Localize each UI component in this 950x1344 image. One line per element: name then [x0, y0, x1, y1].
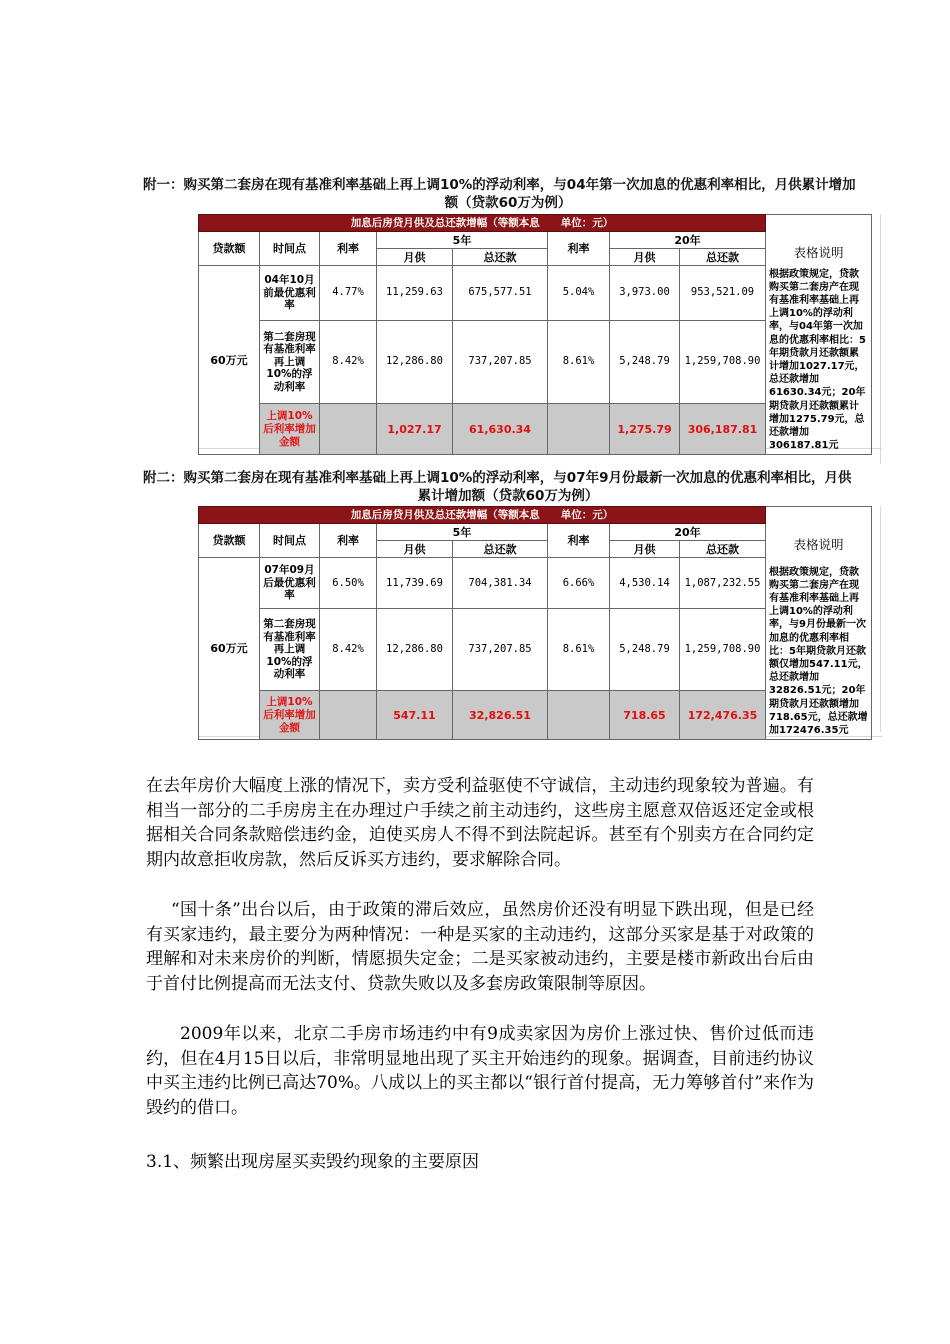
table1-banner: 加息后房贷月供及总还款增幅（等额本息 单位：元） — [199, 215, 766, 232]
table2-header-monthly5: 月供 — [377, 541, 453, 558]
table2-title-line2: 累计增加额（贷款60万为例） — [417, 488, 599, 504]
table2-row1-monthly5: 11,739.69 — [377, 558, 453, 609]
table1-header-time: 时间点 — [260, 232, 320, 266]
table2-row1-label: 07年09月后最优惠利率 — [260, 558, 320, 609]
table2-header-monthly20: 月供 — [610, 541, 680, 558]
table1-increase-rate20-empty — [548, 404, 610, 455]
table1-loan-amount: 60万元 — [199, 266, 260, 455]
table2-title — [143, 469, 873, 505]
paragraph-1: 在去年房价大幅度上涨的情况下，卖方受利益驱使不守诚信，主动违约现象较为普遍。有相当一部分的二手房房主在办理过户手续之前主动违约，这些房主愿意双倍返还定金或根据相关合同条款赔偿违约金，迫使买房人不得不到法院起诉。甚至有个别卖方在合同约定期内故意拒收房款，然后反诉买方违约，要求解除合同。 — [146, 776, 814, 870]
table1-row2-rate20: 8.61% — [548, 320, 610, 404]
table2-increase-monthly20: 718.65 — [610, 691, 680, 740]
table2 — [198, 506, 872, 740]
table2-row1-rate20: 6.66% — [548, 558, 610, 609]
table2-note-header: 表格说明 — [793, 537, 844, 553]
table1-increase-label: 上调10%后利率增加金额 — [260, 404, 320, 455]
table1-header-rate5: 利率 — [320, 232, 377, 266]
table2-increase-total20: 172,476.35 — [680, 691, 766, 740]
paragraph-3: 2009年以来，北京二手房市场违约中有9成卖家因为房价上涨过快、售价过低而违约，但在4月15日以后，非常明显地出现了买主开始违约的现象。据调查，目前违约协议中买主违约比例已高达70%。八成以上的买主都以“银行首付提高，无力筹够首付”来作为毁约的借口。 — [146, 1024, 814, 1118]
table2-header-20yr: 20年 — [610, 524, 766, 541]
table2-increase-total5: 32,826.51 — [453, 691, 548, 740]
table1-note-header: 表格说明 — [793, 245, 844, 261]
table1-increase-monthly5: 1,027.17 — [377, 404, 453, 455]
table-row — [199, 558, 872, 609]
table2-header-time: 时间点 — [260, 524, 320, 558]
table1-header-rate20: 利率 — [548, 232, 610, 266]
table2-row2-label: 第二套房现有基准利率再上调10%的浮动利率 — [260, 609, 320, 691]
section-heading: 3.1、频繁出现房屋买卖毁约现象的主要原因 — [146, 1152, 480, 1172]
table1-increase-rate5-empty — [320, 404, 377, 455]
table2-header-rate5: 利率 — [320, 524, 377, 558]
table2-row2-rate20: 8.61% — [548, 609, 610, 691]
table2-note-header-cell — [766, 507, 872, 558]
table1-row1-total5: 675,577.51 — [453, 266, 548, 321]
table1-grid-right — [880, 214, 881, 464]
table1-header-loan: 贷款额 — [199, 232, 260, 266]
table2-header-rate20: 利率 — [548, 524, 610, 558]
paragraph-2: “国十条”出台以后，由于政策的滞后效应，虽然房价还没有明显下跌出现，但是已经有买家违约，最主要分为两种情况：一种是买家的主动违约，这部分买家是基于对政策的理解和对未来房价的判断，情愿损失定金；二是买家被动违约，主要是楼市新政出台后由于首付比例提高而无法支付、贷款失败以及多套房政策限制等原因。 — [146, 900, 814, 994]
table2-row1-rate5: 6.50% — [320, 558, 377, 609]
table1-note-header-cell — [766, 215, 872, 266]
table1-header-total5: 总还款 — [453, 249, 548, 266]
table2-header-total20: 总还款 — [680, 541, 766, 558]
table2-row2-monthly20: 5,248.79 — [610, 609, 680, 691]
table2-row1-total20: 1,087,232.55 — [680, 558, 766, 609]
table1-row2-monthly5: 12,286.80 — [377, 320, 453, 404]
table1-header-total20: 总还款 — [680, 249, 766, 266]
table1-row1-label: 04年10月前最优惠利率 — [260, 266, 320, 321]
table1-increase-total20: 306,187.81 — [680, 404, 766, 455]
table2-grid-right — [880, 506, 881, 732]
table1-header-20yr: 20年 — [610, 232, 766, 249]
table1 — [198, 214, 872, 455]
table1-row2-total5: 737,207.85 — [453, 320, 548, 404]
table2-row2-rate5: 8.42% — [320, 609, 377, 691]
table2-row2-total5: 737,207.85 — [453, 609, 548, 691]
table1-header-5yr: 5年 — [377, 232, 548, 249]
table2-header-loan: 贷款额 — [199, 524, 260, 558]
table2-increase-rate5-empty — [320, 691, 377, 740]
table2-increase-rate20-empty — [548, 691, 610, 740]
table1-row2-monthly20: 5,248.79 — [610, 320, 680, 404]
table2-row2-total20: 1,259,708.90 — [680, 609, 766, 691]
table1-row1-rate5: 4.77% — [320, 266, 377, 321]
table-row — [199, 266, 872, 321]
table2-increase-label: 上调10%后利率增加金额 — [260, 691, 320, 740]
table2-title-line1: 附二：购买第二套房在现有基准利率基础上再上调10%的浮动利率，与07年9月份最新一次加息的优惠利率相比，月供 — [143, 470, 852, 486]
table1-header-monthly5: 月供 — [377, 249, 453, 266]
table1-note: 根据政策规定，贷款购买第二套房产在现有基准利率基础上再上调10%的浮动利率，与04年第一次加息的优惠利率相比：5年期贷款月还款额累计增加1027.17元，总还款增加61630.34元；20年期贷款月还款额累计增加1275.79元，总还款增加306187.81元 — [766, 266, 872, 455]
table1-title-line1: 附一：购买第二套房在现有基准利率基础上再上调10%的浮动利率，与04年第一次加息的优惠利率相比，月供累计增加 — [143, 177, 856, 193]
table2-increase-monthly5: 547.11 — [377, 691, 453, 740]
table1-row1-monthly5: 11,259.63 — [377, 266, 453, 321]
table1-row2-total20: 1,259,708.90 — [680, 320, 766, 404]
table2-header-total5: 总还款 — [453, 541, 548, 558]
table1-header-monthly20: 月供 — [610, 249, 680, 266]
table1-title — [143, 176, 873, 212]
table2-row1-total5: 704,381.34 — [453, 558, 548, 609]
table2-banner: 加息后房贷月供及总还款增幅（等额本息 单位：元） — [199, 507, 766, 524]
table1-title-line2: 额（贷款60万为例） — [444, 195, 572, 211]
table2-header-5yr: 5年 — [377, 524, 548, 541]
table1-row2-label: 第二套房现有基准利率再上调10%的浮动利率 — [260, 320, 320, 404]
table2-row1-monthly20: 4,530.14 — [610, 558, 680, 609]
table2-loan-amount: 60万元 — [199, 558, 260, 740]
table2-row2-monthly5: 12,286.80 — [377, 609, 453, 691]
table2-note: 根据政策规定，贷款购买第二套房产在现有基准利率基础上再上调10%的浮动利率，与9月份最新一次加息的优惠利率相比：5年期贷款月还款额仅增加547.11元，总还款增加32826.51元；20年期贷款月还款额增加718.65元，总还款增加172476.35元 — [766, 558, 872, 740]
table1-row2-rate5: 8.42% — [320, 320, 377, 404]
table1-increase-total5: 61,630.34 — [453, 404, 548, 455]
table1-row1-total20: 953,521.09 — [680, 266, 766, 321]
table1-row1-rate20: 5.04% — [548, 266, 610, 321]
table1-increase-monthly20: 1,275.79 — [610, 404, 680, 455]
table1-row1-monthly20: 3,973.00 — [610, 266, 680, 321]
